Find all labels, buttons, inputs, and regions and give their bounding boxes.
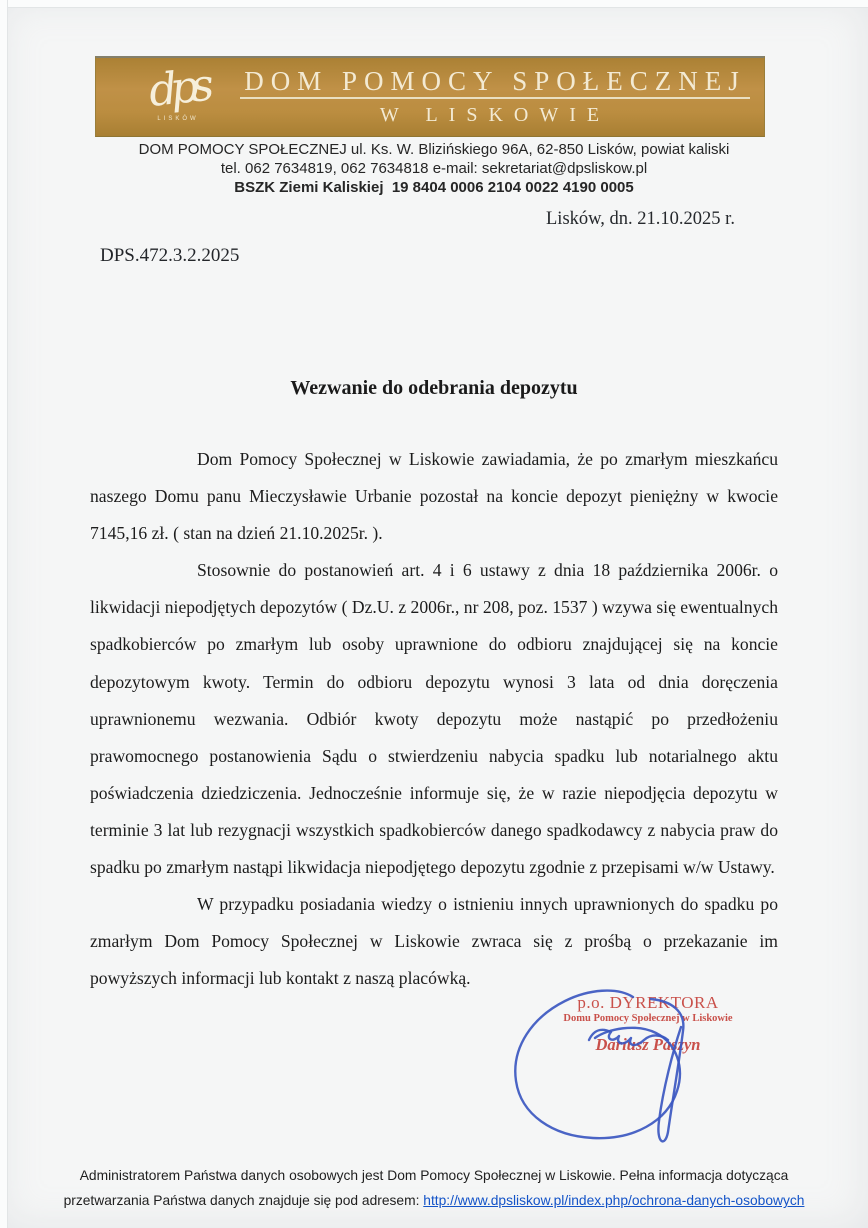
dps-monogram-icon: dps <box>146 60 210 117</box>
letter-title: Wezwanie do odebrania depozytu <box>290 377 578 399</box>
address-line: DOM POMOCY SPOŁECZNEJ ul. Ks. W. Blizińskiego 96A, 62-850 Lisków, powiat kaliski <box>138 141 730 158</box>
letterhead-banner <box>95 56 765 137</box>
footer-line-2-text: przetwarzania Państwa danych znajduje się pod adresem: <box>63 1193 424 1208</box>
paragraph-deposit-notice: Dom Pomocy Społecznej w Liskowie zawiadamia, że po zmarłym mieszkańcu naszego Domu panu Mieczysławie Urbanie pozostał na koncie depozyt pieniężny w kwocie 7145,16 zł. ( stan na dzień 21.10.2025r. ). <box>90 449 778 544</box>
privacy-policy-link[interactable]: http://www.dpsliskow.pl/index.php/ochrona-danych-osobowych <box>423 1193 805 1208</box>
letter-body <box>90 441 778 997</box>
dps-logo-caption: LISKÓW <box>157 116 199 122</box>
bank-account-line: BSZK Ziemi Kaliskiej 19 8404 0006 2104 0022 4190 0005 <box>234 179 634 196</box>
gdpr-footer <box>0 1163 868 1213</box>
stamp-title: p.o. DYREKTORA <box>577 993 719 1012</box>
contact-block <box>0 140 868 197</box>
paragraph-request: W przypadku posiadania wiedzy o istnieniu innych uprawnionych do spadku po zmarłym Dom Pomocy Społecznej w Liskowie zwraca się z prośbą o przekazanie im powyższych informacji lub kontakt z naszą placówką. <box>90 894 778 989</box>
stamp-director-name: Dariusz Paszyn <box>595 1035 701 1054</box>
phone-email-line: tel. 062 7634819, 062 7634818 e-mail: sekretariat@dpsliskow.pl <box>220 160 648 177</box>
organization-location: W LISKOWIE <box>379 104 611 127</box>
paragraph-legal-basis: Stosownie do postanowień art. 4 i 6 ustawy z dnia 18 października 2006r. o likwidacji niepodjętych depozytów ( Dz.U. z 2006r., nr 208, poz. 1537 ) wzywa się ewentualnych spadkobierców po zmarłym lub osoby uprawnione do odbioru znajdującej się na koncie depozytowym kwoty. Termin do odbioru depozytu wynosi 3 lata od dnia doręczenia uprawnionemu wezwania. Odbiór kwoty depozytu może nastąpić po przedłożeniu prawomocnego postanowienia Sądu o stwierdzeniu nabycia spadku lub notarialnego aktu poświadczenia dziedziczenia. Jednocześnie informuje się, że w razie niepodjęcia depozytu w terminie 3 lat lub rezygnacji wszystkich spadkobierców danego spadkodawcy z nabycia praw do spadku po zmarłym nastąpi likwidacja niepodjętego depozytu zgodnie z przepisami w/w Ustawy. <box>90 560 778 878</box>
organization-name: DOM POMOCY SPOŁECZNEJ <box>240 67 750 100</box>
dps-logo <box>128 60 228 137</box>
handwritten-signature-icon <box>505 985 705 1153</box>
banner-titles <box>236 58 754 136</box>
place-and-date: Lisków, dn. 21.10.2025 r. <box>546 209 735 229</box>
footer-line-1: Administratorem Państwa danych osobowych jest Dom Pomocy Społecznej w Liskowie. Pełna informacja dotycząca <box>79 1168 789 1183</box>
stamp-organization: Domu Pomocy Społecznej w Liskowie <box>563 1013 733 1024</box>
footer-line-2 <box>0 1188 868 1213</box>
signature-loop <box>515 991 680 1139</box>
reference-number: DPS.472.3.2.2025 <box>100 245 240 266</box>
scan-edge-top <box>0 0 868 8</box>
